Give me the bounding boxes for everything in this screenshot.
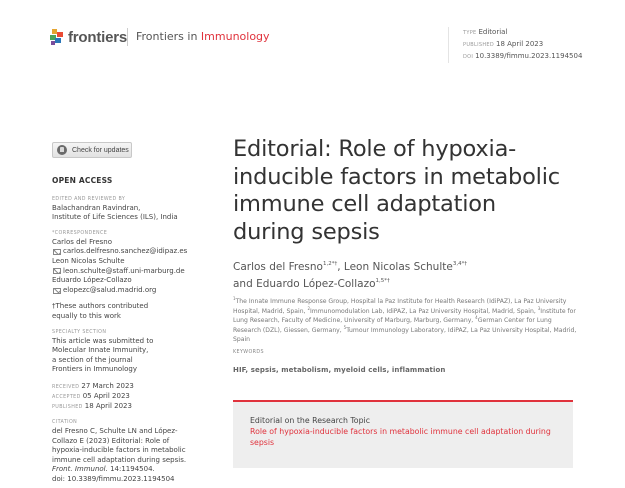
logo-wordmark: frontiers [68, 28, 128, 46]
author-affil-sup: 1,2*† [322, 261, 338, 267]
author-separator: and [233, 278, 257, 290]
published-value: 18 April 2023 [84, 401, 132, 410]
frontiers-logo-icon [50, 29, 64, 45]
citation-volume: 14:1194504. [107, 465, 155, 474]
bookmark-icon [57, 145, 67, 155]
affil-number: 5 [343, 324, 347, 330]
correspondent-email-row [52, 267, 202, 277]
keywords: HIF, sepsis, metabolism, myeloid cells, inflammation [233, 366, 446, 374]
specialty-label: SPECIALTY SECTION [52, 329, 107, 335]
envelope-icon [53, 268, 61, 274]
correspondent-name: Eduardo López-Collazo [52, 276, 132, 285]
affil-text: Tumour Immunology Laboratory, IdiPAZ, La Paz University Hospital, Madrid, Spain [233, 326, 577, 344]
author-separator: , [337, 261, 344, 273]
meta-doi-label: DOI [463, 54, 474, 60]
author-list [233, 259, 573, 293]
dates-section [52, 382, 202, 412]
correspondent-email[interactable]: leon.schulte@staff.uni-marburg.de [63, 266, 185, 275]
affil-text: Institute for Lung Research, Faculty of Medicine, University of Marburg, Marburg, Germany, [233, 307, 576, 325]
sidebar [52, 176, 202, 488]
research-topic-link[interactable]: Role of hypoxia-inducible factors in metabolic immune cell adaptation during sepsis [250, 427, 551, 447]
meta-doi [463, 51, 582, 63]
affil-text: German Center for Lung Research (DZL), Giessen, Germany, [233, 317, 552, 334]
affil-text: The Innate Immune Response Group, Hospital la Paz Institute for Health Research (IdiPAZ), La Paz University Hospital, Madrid, Spain, [233, 298, 567, 315]
article-title: Editorial: Role of hypoxia-inducible factors in metabolic immune cell adaptation during sepsis [233, 136, 560, 245]
received-date [52, 382, 202, 392]
specialty-line: This article was submitted to [52, 336, 154, 345]
received-label: RECEIVED [52, 384, 80, 390]
edited-by-label: EDITED AND REVIEWED BY [52, 196, 126, 202]
affil-text: Immunomodulation Lab, IdiPAZ, La Paz University Hospital, Madrid, Spain, [309, 307, 538, 315]
check-for-updates-label: Check for updates [72, 146, 129, 154]
equal-contribution-note: †These authors contributed equally to this work [52, 302, 149, 320]
check-for-updates-button[interactable] [52, 142, 132, 158]
meta-type-value: Editorial [478, 28, 508, 36]
accepted-value: 05 April 2023 [82, 391, 130, 400]
citation-section [52, 419, 198, 485]
frontiers-logo[interactable] [50, 28, 127, 46]
author-name[interactable]: Carlos del Fresno [233, 261, 323, 273]
meta-published-label: PUBLISHED [463, 42, 495, 48]
correspondent-email-row [52, 286, 202, 296]
author-affil-sup: 1,5*† [375, 278, 390, 284]
author-name[interactable]: Leon Nicolas Schulte [343, 261, 453, 273]
accepted-label: ACCEPTED [52, 394, 81, 400]
citation-doi[interactable]: doi: 10.3389/fimmu.2023.1194504 [52, 474, 175, 483]
affiliations [233, 297, 578, 345]
published-date [52, 402, 202, 412]
journal-accent: Immunology [200, 30, 270, 43]
envelope-icon [53, 288, 61, 294]
article-meta [448, 27, 582, 63]
citation-text: del Fresno C, Schulte LN and López-Collazo E (2023) Editorial: Role of hypoxia-inducible factors in metabolic immune cell adaptation during sepsis. [52, 426, 187, 464]
journal-name[interactable] [136, 30, 270, 43]
meta-type-label: TYPE [463, 30, 477, 36]
correspondence-section [52, 230, 202, 296]
published-label: PUBLISHED [52, 404, 83, 410]
specialty-line: Molecular Innate Immunity, [52, 346, 149, 355]
accepted-date [52, 392, 202, 402]
correspondence-label: *CORRESPONDENCE [52, 230, 108, 236]
citation-journal: Front. Immunol. [52, 465, 108, 474]
specialty-line: a section of the journal [52, 355, 133, 364]
citation-label: CITATION [52, 419, 78, 425]
specialty-line: Frontiers in Immunology [52, 365, 137, 374]
affil-number: 2 [307, 305, 310, 311]
affil-number: 1 [233, 296, 236, 301]
edited-by-section [52, 196, 202, 223]
editor-affiliation: Institute of Life Sciences (ILS), India [52, 213, 178, 222]
correspondent-name: Carlos del Fresno [52, 237, 112, 246]
meta-doi-value[interactable]: 10.3389/fimmu.2023.1194504 [475, 52, 583, 60]
research-topic-box [233, 400, 573, 468]
author-name[interactable]: Eduardo López-Collazo [256, 278, 376, 290]
specialty-section [52, 329, 202, 375]
correspondent-email-row [52, 247, 202, 257]
correspondent-email[interactable]: elopezc@salud.madrid.org [63, 285, 157, 294]
header-divider [127, 28, 128, 46]
research-topic-label: Editorial on the Research Topic [250, 416, 370, 425]
correspondent-email[interactable]: carlos.delfresno.sanchez@idipaz.es [63, 247, 188, 256]
open-access-label: OPEN ACCESS [52, 176, 113, 185]
envelope-icon [53, 249, 61, 255]
affil-number: 3 [537, 305, 541, 311]
journal-prefix: Frontiers in [136, 30, 201, 43]
editor-name: Balachandran Ravindran, [52, 203, 141, 212]
meta-published-value: 18 April 2023 [496, 40, 544, 48]
received-value: 27 March 2023 [81, 381, 134, 390]
author-affil-sup: 3,4*† [452, 261, 468, 267]
affil-number: 4 [475, 315, 478, 321]
meta-published [463, 39, 582, 51]
correspondent-name: Leon Nicolas Schulte [52, 256, 125, 265]
keywords-label: KEYWORDS [233, 350, 264, 355]
meta-type [463, 27, 582, 39]
